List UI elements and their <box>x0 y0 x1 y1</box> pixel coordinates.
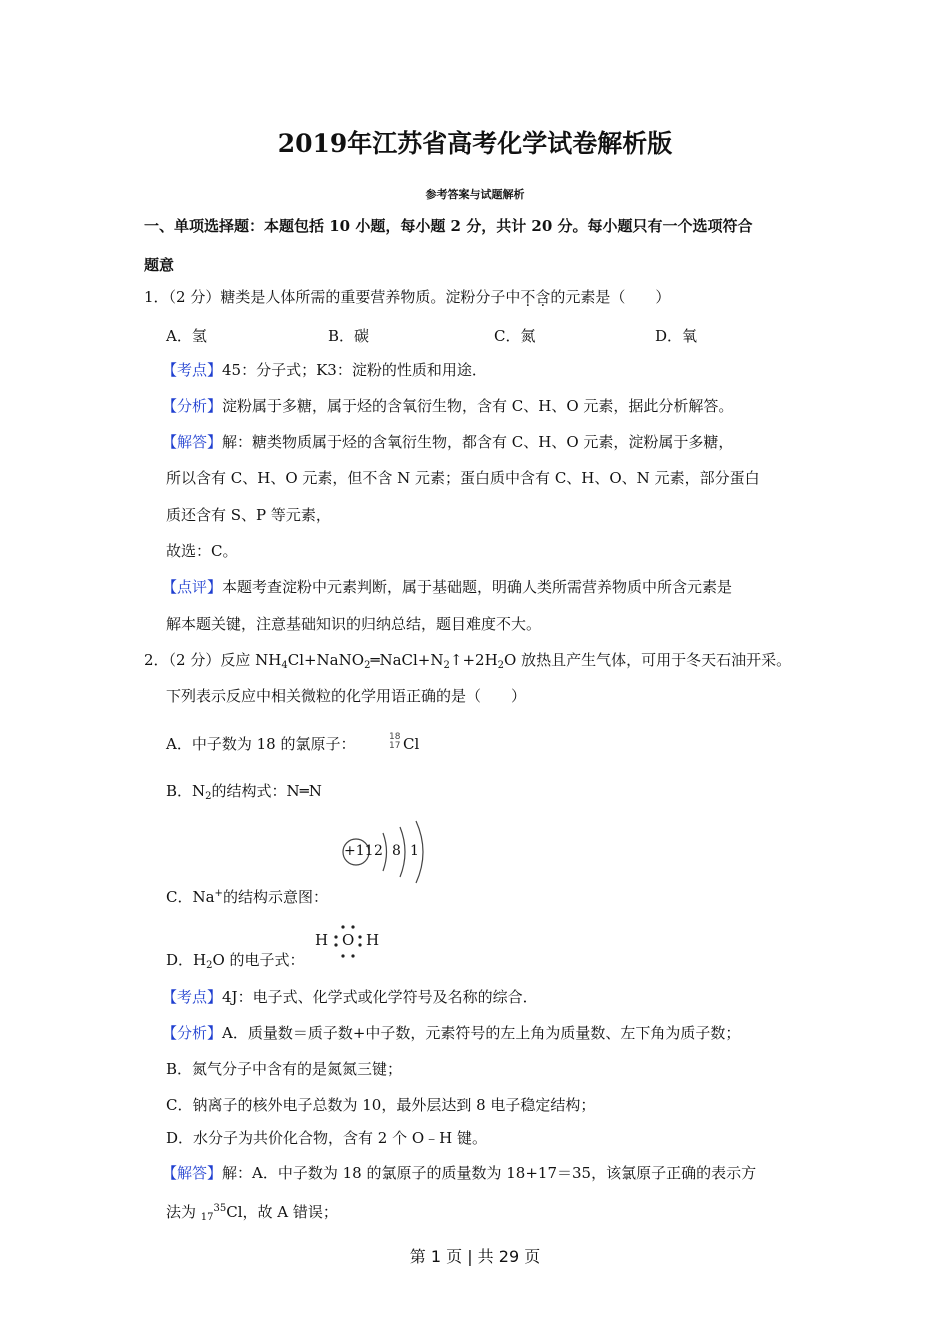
kaodian-tag: 【考点】 <box>162 988 223 1006</box>
q2-jieda-line2: 法为 $_{17}^{35}$Cl，故 A 错误； <box>166 1203 338 1223</box>
q2-fenxi-d: D．水分子为共价化合物，含有 2 个 O﹣H 键。 <box>166 1129 488 1147</box>
isotope-notation: 18 17 <box>389 732 401 751</box>
q2-fenxi-c: C．钠离子的核外电子总数为 10，最外层达到 8 电子稳定结构； <box>166 1096 596 1114</box>
emphasis-mark: 含 <box>535 288 551 306</box>
question-2-stem: 2．（2 分）反应 $NH_4Cl+NaNO_2═NaCl+N_2↑+2H_2O$ 放热且产生气体，可用于冬天石油开采。 <box>144 651 792 671</box>
q1-answer: 故选：C。 <box>166 542 238 560</box>
q2-option-a: A．中子数为 18 的氯原子： 18 17 Cl <box>166 732 420 753</box>
q2-option-b: B．$N_2$的结构式：N═N <box>166 782 322 802</box>
electron-dots-icon <box>312 922 387 962</box>
question-1-stem: 1．（2 分）糖类是人体所需的重要营养物质。淀粉分子中不含的元素是（ ） <box>144 288 671 306</box>
dianping-tag: 【点评】 <box>162 578 223 596</box>
q1-jieda: 【解答】解：糖类物质属于烃的含氧衍生物，都含有 C、H、O 元素，淀粉属于多糖， <box>162 433 734 451</box>
q1-kaodian: 【考点】45：分子式；K3：淀粉的性质和用途． <box>162 361 487 379</box>
section-heading-cont: 题意 <box>144 256 175 274</box>
q1-jieda-line2: 所以含有 C、H、O 元素，但不含 N 元素；蛋白质中含有 C、H、O、N 元素，部分蛋白 <box>166 469 760 487</box>
jieda-tag: 【解答】 <box>162 433 223 451</box>
section-heading: 一、单项选择题：本题包括 10 小题，每小题 2 分，共计 20 分。每小题只有一个选项符合 <box>144 217 753 235</box>
q1-fenxi: 【分析】淀粉属于多糖，属于烃的含氧衍生物，含有 C、H、O 元素，据此分析解答。 <box>162 397 734 415</box>
q2-option-d: D．$H_2O$ 的电子式： <box>166 951 305 971</box>
document-title: 2019年江苏省高考化学试卷解析版 <box>277 129 673 158</box>
kaodian-tag: 【考点】 <box>162 361 223 379</box>
q1-option-b: B．碳 <box>328 327 370 345</box>
q2-fenxi: 【分析】A．质量数＝质子数+中子数，元素符号的左上角为质量数、左下角为质子数； <box>162 1024 741 1042</box>
sodium-ion-structure-diagram: +11 2 8 1 <box>338 815 438 890</box>
q1-option-c: C．氮 <box>494 327 536 345</box>
q1-option-d: D．氧 <box>655 327 698 345</box>
q2-jieda: 【解答】解：A．中子数为 18 的氯原子的质量数为 18+17＝35，该氯原子正确的表示方 <box>162 1164 757 1182</box>
fenxi-tag: 【分析】 <box>162 397 223 415</box>
q2-option-c: C．Na+的结构示意图： <box>166 888 328 906</box>
question-2-stem-line2: 下列表示反应中相关微粒的化学用语正确的是（ ） <box>166 687 527 705</box>
q1-dianping: 【点评】本题考查淀粉中元素判断，属于基础题，明确人类所需营养物质中所含元素是 <box>162 578 733 596</box>
document-subtitle: 参考答案与试题解析 <box>425 188 525 201</box>
water-electron-formula: H O H <box>312 922 387 962</box>
page-footer: 第 1 页 | 共 29 页 <box>409 1247 541 1266</box>
q2-kaodian: 【考点】4J：电子式、化学式或化学符号及名称的综合． <box>162 988 538 1006</box>
q1-dianping-line2: 解本题关键，注意基础知识的归纳总结，题目难度不大。 <box>166 615 542 633</box>
emphasis-mark: 不 <box>520 288 536 306</box>
q1-option-a: A．氢 <box>166 327 207 345</box>
q1-jieda-line3: 质还含有 S、P 等元素， <box>166 506 331 524</box>
q2-fenxi-b: B．氮气分子中含有的是氮氮三键； <box>166 1060 403 1078</box>
jieda-tag: 【解答】 <box>162 1164 223 1182</box>
fenxi-tag: 【分析】 <box>162 1024 223 1042</box>
